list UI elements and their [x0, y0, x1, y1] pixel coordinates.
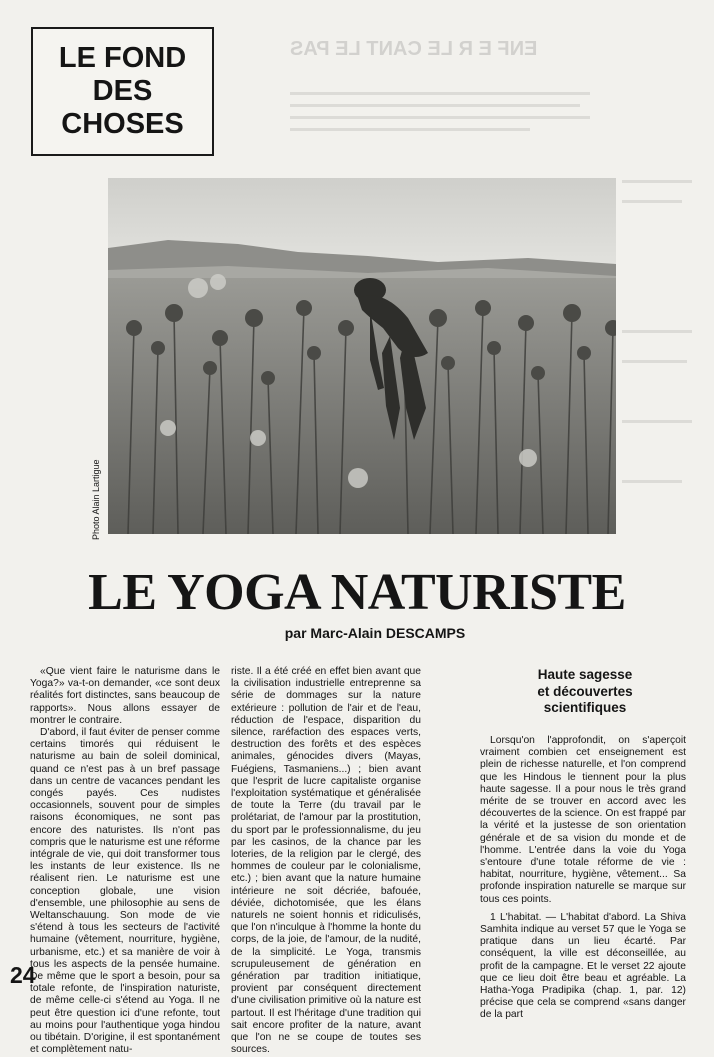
- paragraph: Lorsqu'on l'approfondit, on s'aperçoit vraiment combien cet enseignement est plein de richesse naturelle, et l'on comprend que les Hindous le tiennent pour la plus haute sagesse. Il a pour nous le très grand mérite de se trouver en accord avec les découvertes de la science. On est frappé par la vérité et la justesse de son orientation générale et de sa vision du monde et de l'homme. L'entrée dans la voie du Yoga s'entoure d'une totale réforme de vie : habitat, nourriture, hygiène, vêtement... Sa profonde inspiration naturelle se marque sur tous ces points.: [480, 735, 686, 905]
- bleed-through-line: [290, 92, 590, 95]
- subheading-line: Haute sagesse: [537, 667, 633, 682]
- bleed-through-line: [622, 330, 692, 333]
- paragraph: «Que vient faire le naturisme dans le Yoga?» va-t-on demander, «ce sont deux réalités fort distinctes, sans beaucoup de rapports». Nous allons essayer de montrer le contraire.: [30, 666, 220, 726]
- bleed-through-line: [622, 480, 682, 483]
- bleed-through-line: [290, 116, 590, 119]
- bleed-through-heading: ENF E R LE CANT LE PAS: [290, 38, 538, 60]
- article-title: LE YOGA NATURISTE: [88, 564, 626, 621]
- article-column-2: [231, 666, 421, 1057]
- bleed-through-line: [290, 104, 580, 107]
- bleed-through-line: [290, 128, 530, 131]
- photo-illustration: [108, 178, 616, 534]
- article-column-1: [30, 666, 220, 1057]
- paragraph: riste. Il a été créé en effet bien avant que la civilisation industrielle entreprenne sa série de dommages sur la nature extérieure : pollution de l'air et de l'eau, réduction de l'espace, disparition du silence, raréfaction des espaces verts, destruction des forêts et des espèces animales, génocides divers (Mayas, Fuégiens, Tasmaniens...) ; bien avant que l'esprit de lucre capitaliste organise l'exploitation systématique et généralisée de toute la Terre (du travail par le prolétariat, de l'amour par la prostitution, du sport par le professionnalisme, du jeu par les casinos, de la chance par les loteries, de la religion par le clergé, des hommes de couleur par le colonialisme, etc.) ; bien avant que la nature humaine intérieure ne soit décriée, bafouée, déviée, dichotomisée, que les élans naturels ne soient honnis et ridiculisés, que l'on n'inculque à l'homme la honte du corps, de la joie, de l'amour, de la nudité, de la simplicité. Le Yoga, transmis scrupuleusement de génération en génération par tradition initiatique, provient par conséquent directement d'une civilisation primitive où la nature est partout. Il est l'héritage d'une tradition qui sait encore profiter de la nature, avant que l'on ne se coupe de toutes ses sources.: [231, 666, 421, 1056]
- paragraph: D'abord, il faut éviter de penser comme certains timorés qui réduisent le naturisme au bain de soleil dominical, quand ce n'est pas à un bref passage dans un centre de vacances pendant les congés payés. Ces nudistes occasionnels, souvent pour de simples raisons économiques, ne sont pas encore des naturistes. Ils n'ont pas compris que le naturisme est une réforme intégrale de vie, qui doit transformer tous les instants de leur existence. Ils ne réalisent rien. Le naturisme est une conception globale, une vision d'ensemble, une philosophie au sens de Weltanschauung. Son mode de vie s'étend à tous les secteurs de l'activité humaine (vêtement, nourriture, hygiène, urbanisme, etc.) et sa manière de voir à tous les aspects de la pensée humaine. De même que le sport a besoin, pour sa totale refonte, de l'inspiration naturiste, de même celle-ci s'étend au Yoga. Il ne peut être question ici d'une refonte, tout au moins pour l'authentique yoga hindou ou tibétain. D'origine, il est spontanément et complètement natu-: [30, 727, 221, 1056]
- bleed-through-line: [622, 180, 692, 183]
- photo-credit: Photo Alain Lartigue: [91, 459, 101, 540]
- article-photo: [108, 178, 616, 534]
- section-title-box: [31, 27, 214, 156]
- subheading-line: scientifiques: [543, 700, 627, 715]
- subheading: [495, 667, 675, 717]
- section-title-line-3: CHOSES: [61, 108, 184, 140]
- page-number: 24: [10, 962, 36, 988]
- bleed-through-line: [622, 360, 687, 363]
- article-byline: par Marc-Alain DESCAMPS: [284, 625, 466, 641]
- bleed-through-line: [622, 200, 682, 203]
- bleed-through-line: [622, 420, 692, 423]
- section-title-line-2: DES: [92, 75, 153, 107]
- subheading-line: et découvertes: [537, 683, 633, 699]
- article-column-3: [480, 735, 686, 1022]
- section-title-line-1: LE FOND: [58, 42, 187, 74]
- paragraph: 1 L'habitat. — L'habitat d'abord. La Shiva Samhita indique au verset 57 que le Yoga se pratique dans un lieu écarté. Par conséquent, la ville est déconseillée, au profit de la campagne. Et le verset 22 ajoute que ce lieu doit être beau et agréable. La Hatha-Yoga Pradipika (chap. 1, par. 12) précise que cela se comprend «sans danger de la part: [480, 911, 686, 1021]
